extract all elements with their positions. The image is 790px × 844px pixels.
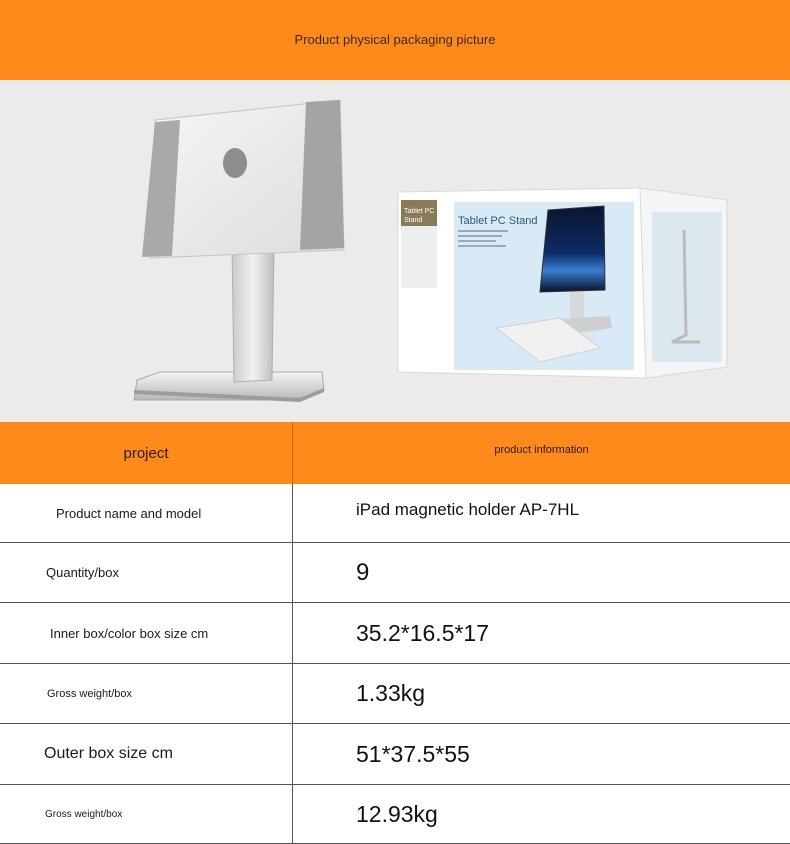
- row-label: Inner box/color box size cm: [50, 625, 209, 641]
- column-divider: [292, 543, 293, 602]
- column-header-info: product information: [494, 444, 589, 456]
- spec-table: [0, 422, 790, 844]
- row-label: Gross weight/box: [45, 808, 123, 820]
- svg-text:Tablet PC: Tablet PC: [404, 208, 435, 215]
- column-divider: [292, 484, 293, 542]
- row-label: Gross weight/box: [47, 687, 132, 700]
- row-label: Product name and model: [56, 505, 202, 521]
- tablet-stand-photo: [134, 100, 344, 402]
- row-value: 12.93kg: [356, 800, 438, 827]
- product-photo: [0, 80, 790, 422]
- column-header-project: project: [123, 444, 169, 462]
- table-row: [0, 785, 790, 844]
- table-row: [0, 484, 790, 543]
- column-divider: [292, 785, 293, 843]
- table-row: [0, 664, 790, 724]
- column-divider: [292, 664, 293, 723]
- product-packaging-illustration: [0, 80, 790, 422]
- column-divider: [292, 603, 293, 663]
- row-value: 35.2*16.5*17: [356, 619, 490, 646]
- svg-text:Stand: Stand: [404, 217, 423, 224]
- row-value: iPad magnetic holder AP-7HL: [356, 500, 580, 519]
- column-divider: [292, 724, 293, 784]
- row-label: Quantity/box: [46, 565, 119, 580]
- table-row: [0, 724, 790, 785]
- page-title: Product physical packaging picture: [294, 31, 496, 47]
- packaging-box-photo: [398, 188, 727, 378]
- svg-text:Tablet PC Stand: Tablet PC Stand: [458, 215, 538, 227]
- row-value: 51*37.5*55: [356, 740, 470, 767]
- table-header: [0, 422, 790, 484]
- table-row: [0, 603, 790, 664]
- table-row: [0, 543, 790, 603]
- row-value: 1.33kg: [356, 680, 426, 706]
- row-value: 9: [356, 558, 370, 586]
- header-banner: [0, 0, 790, 80]
- row-label: Outer box size cm: [44, 745, 173, 762]
